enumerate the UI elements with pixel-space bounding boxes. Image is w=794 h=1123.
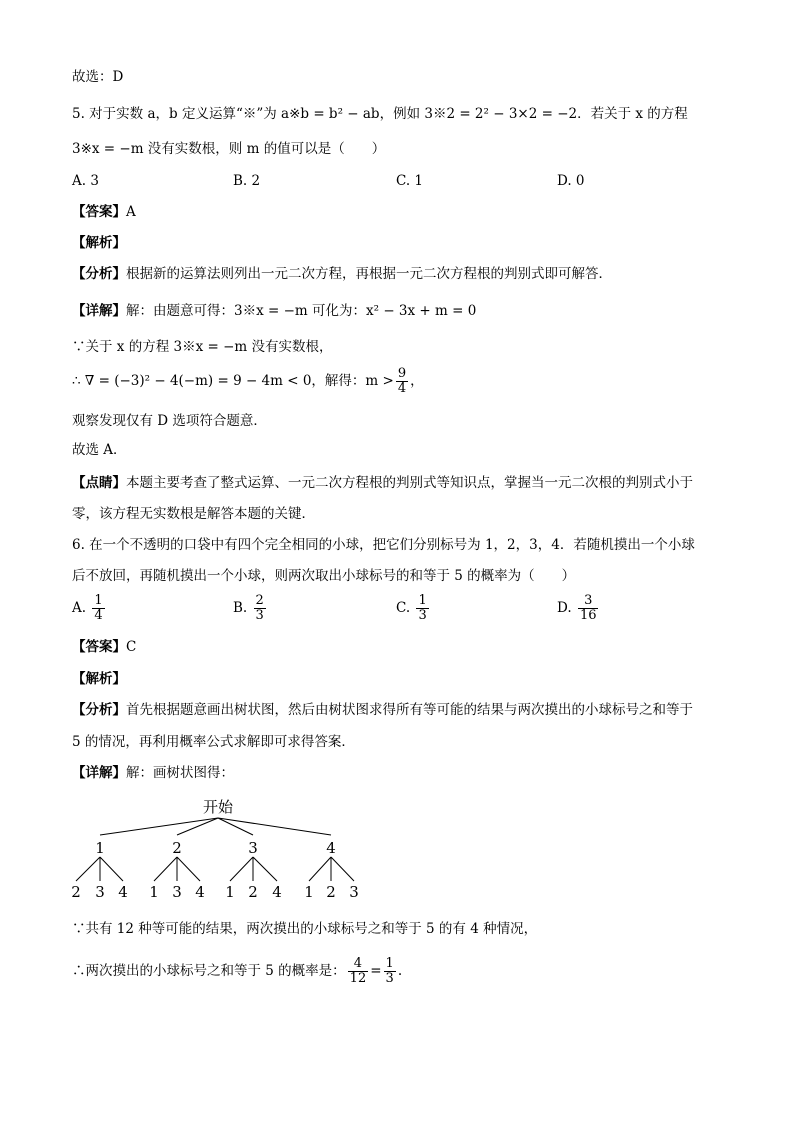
q5-option-b: B. 2	[233, 173, 261, 189]
fenxi-tag: 【分析】	[72, 266, 126, 282]
tree-node: 2	[172, 839, 182, 857]
fraction-denominator: 4	[397, 381, 407, 396]
tree-leaf: 2	[71, 883, 81, 901]
dianjing-text: 本题主要考查了整式运算、一元二次方程根的判别式等知识点，掌握当一元二次根的判别式小于	[126, 475, 693, 491]
tree-leaf: 3	[349, 883, 359, 901]
fraction-denominator: 3	[418, 608, 427, 623]
xiangjie-text: 解：由题意可得：3※x = −m 可化为：x² − 3x + m = 0	[126, 303, 477, 319]
fraction-9-4	[396, 367, 408, 396]
q5-choose-line: 故选 A．	[72, 442, 127, 458]
analysis-tag: 【解析】	[72, 671, 126, 687]
fraction-4-12	[348, 957, 369, 986]
question-6-stem-line-2: 后不放回，再随机摸出一个小球，则两次取出小球标号的和等于 5 的概率为（ ）	[72, 568, 576, 584]
punctuation: ，	[410, 373, 424, 389]
fraction-numerator: 1	[94, 593, 103, 608]
option-fraction	[92, 594, 104, 623]
q6-therefore-line	[72, 956, 402, 986]
fenxi-text: 首先根据题意画出树状图，然后由树状图求得所有等可能的结果与两次摸出的小球标号之和等于	[126, 702, 693, 718]
fraction-denominator: 3	[385, 971, 394, 986]
tree-diagram	[60, 795, 380, 905]
xiangjie-tag: 【详解】	[72, 303, 126, 319]
option-label: A.	[72, 600, 87, 616]
dianjing-tag: 【点睛】	[72, 475, 126, 491]
fraction-denominator: 16	[579, 608, 597, 623]
fraction-denominator: 12	[349, 971, 367, 986]
q6-detail-line	[72, 764, 234, 782]
option-fraction	[254, 594, 266, 623]
q5-detail-line	[72, 302, 476, 320]
fraction-numerator: 4	[348, 957, 369, 972]
tree-node: 1	[95, 839, 105, 857]
q5-because-line: ∵关于 x 的方程 3※x = −m 没有实数根，	[72, 339, 333, 355]
q6-answer-line	[72, 638, 136, 656]
question-6-stem-line-1: 6. 在一个不透明的口袋中有四个完全相同的小球，把它们分别标号为 1，2，3，4．若随机摸出一个小球	[72, 537, 695, 553]
answer-value: A	[126, 204, 136, 220]
q5-note-line-2: 零，该方程无实数根是解答本题的关键．	[72, 506, 315, 522]
q5-option-a: A. 3	[72, 173, 99, 189]
q5-note-line-1	[72, 474, 693, 492]
xiangjie-text: 解：画树状图得：	[126, 765, 234, 781]
q5-option-d: D. 0	[557, 173, 585, 189]
q6-analysis-line-1	[72, 701, 693, 719]
q6-option-c	[396, 594, 431, 623]
tree-leaf: 4	[195, 883, 205, 901]
tree-leaf: 1	[225, 883, 235, 901]
question-5-stem-line-2: 3※x = −m 没有实数根，则 m 的值可以是（ ）	[72, 141, 386, 157]
tree-leaf: 3	[172, 883, 182, 901]
fraction-numerator: 3	[578, 594, 599, 609]
q5-analysis-line	[72, 265, 612, 283]
answer-tag: 【答案】	[72, 639, 126, 655]
text-line: 故选：D	[72, 69, 124, 85]
therefore-text: ∴两次摸出的小球标号之和等于 5 的概率是：	[72, 963, 346, 979]
tree-node: 4	[326, 839, 336, 857]
tree-node: 3	[248, 839, 258, 857]
answer-value: C	[126, 639, 137, 655]
answer-tag: 【答案】	[72, 204, 126, 220]
q5-answer-line	[72, 203, 136, 221]
xiangjie-tag: 【详解】	[72, 765, 126, 781]
option-label: D.	[557, 600, 572, 616]
q6-option-b	[233, 594, 268, 623]
tree-leaf: 1	[149, 883, 159, 901]
option-label: B.	[233, 600, 248, 616]
tree-leaf: 2	[326, 883, 336, 901]
q5-observe-line: 观察发现仅有 D 选项符合题意．	[72, 413, 267, 429]
q6-because-line: ∵共有 12 种等可能的结果，两次摸出的小球标号之和等于 5 的有 4 种情况，	[72, 921, 538, 937]
option-fraction	[578, 594, 599, 623]
q6-option-d	[557, 594, 600, 623]
q6-option-a	[72, 594, 107, 623]
fraction-numerator: 1	[418, 593, 427, 608]
tree-leaf: 1	[304, 883, 314, 901]
q6-analysis-line-2: 5 的情况，再利用概率公式求解即可求得答案．	[72, 734, 355, 750]
q5-therefore-line	[72, 366, 424, 396]
fraction-numerator: 1	[385, 956, 394, 971]
option-fraction	[416, 594, 428, 623]
equals-sign: =	[370, 963, 382, 979]
fraction-numerator: 2	[255, 593, 264, 608]
tree-branches	[76, 818, 354, 881]
tree-leaf: 2	[248, 883, 258, 901]
option-label: C.	[396, 600, 411, 616]
analysis-tag: 【解析】	[72, 235, 126, 251]
punctuation: .	[397, 963, 403, 979]
therefore-text: ∴ ∇ = (−3)² − 4(−m) = 9 − 4m < 0，解得：m >	[72, 373, 394, 389]
fenxi-tag: 【分析】	[72, 702, 126, 718]
tree-root-label: 开始	[202, 798, 234, 816]
tree-leaf: 4	[272, 883, 282, 901]
question-5-stem-line-1: 5. 对于实数 a，b 定义运算“※”为 a※b = b² − ab，例如 3※2 = 2² − 3×2 = −2．若关于 x 的方程	[72, 106, 688, 122]
fraction-numerator: 9	[397, 366, 407, 381]
tree-leaf: 4	[118, 883, 128, 901]
q5-option-c: C. 1	[396, 173, 424, 189]
fenxi-text: 根据新的运算法则列出一元二次方程，再根据一元二次方程根的判别式即可解答．	[126, 266, 612, 282]
fraction-denominator: 3	[255, 608, 264, 623]
tree-leaf: 3	[95, 883, 105, 901]
fraction-1-3	[384, 957, 396, 986]
fraction-denominator: 4	[94, 608, 103, 623]
